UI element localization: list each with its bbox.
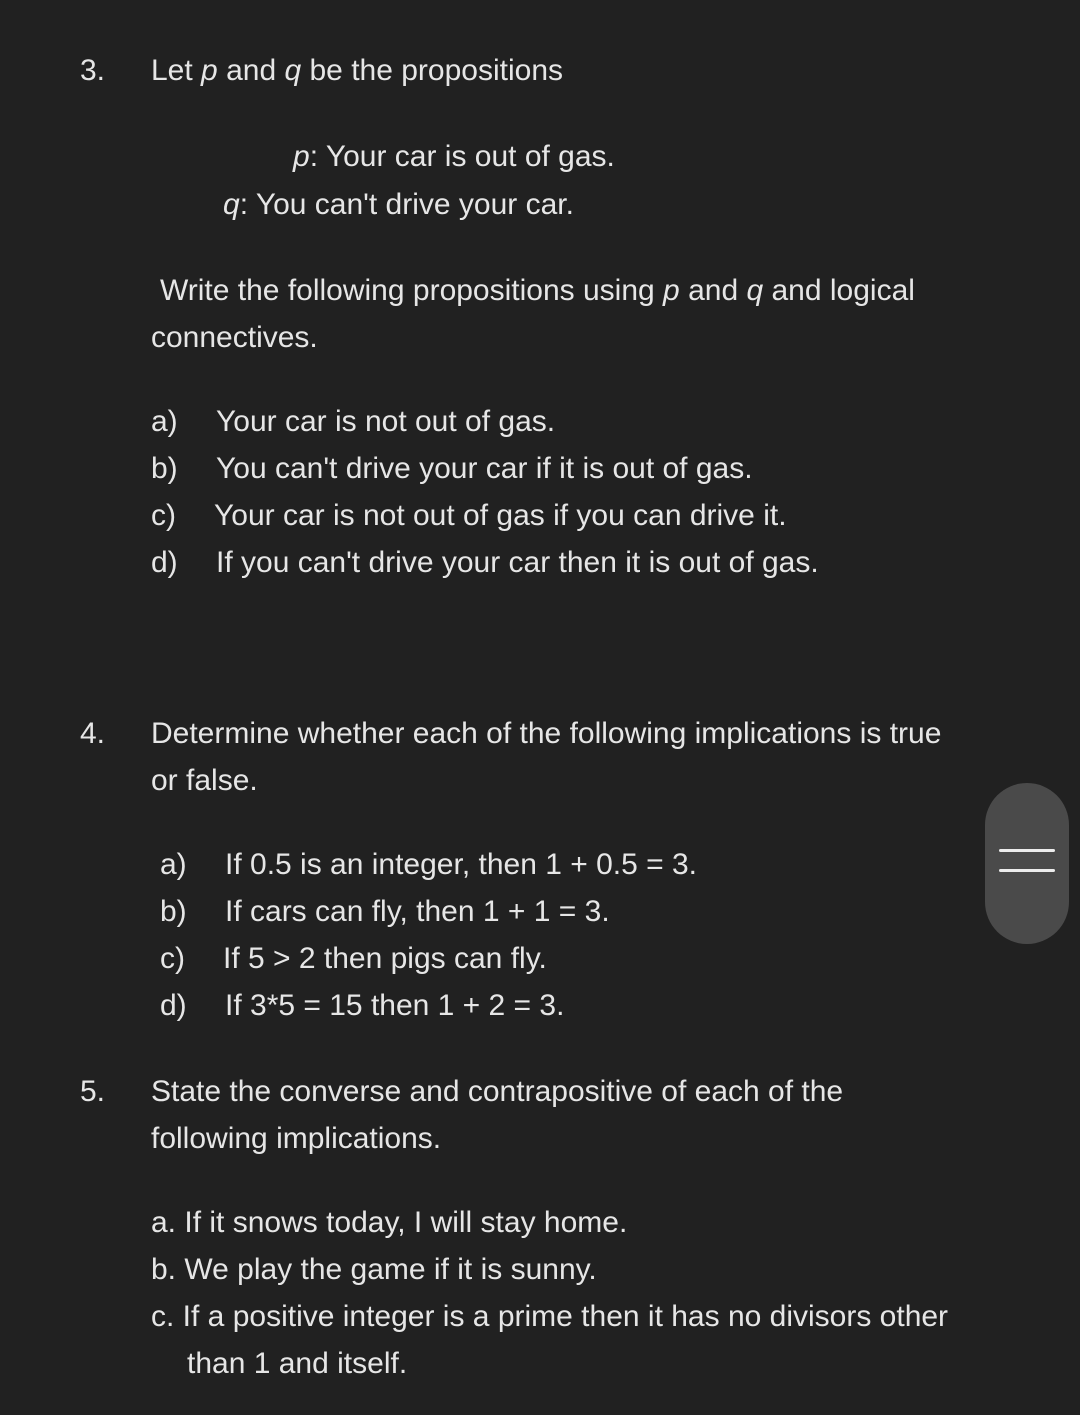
question-4-prompt-line1: Determine whether each of the following implications is true [151,717,942,750]
question-3-intro: Let p and q be the propositions [151,54,563,87]
q4-item-text: If 3*5 = 15 then 1 + 2 = 3. [225,989,565,1022]
definition-q: q: You can't drive your car. [223,188,574,221]
question-3-number: 3. [80,54,106,87]
question-3-instruction-line2: connectives. [151,321,318,354]
q4-item-label: d) [160,989,187,1022]
question-5-prompt-line1: State the converse and contrapositive of each of the [151,1075,844,1108]
question-3-instruction-line1: Write the following propositions using p and q and logical [160,274,915,307]
q3-item-label: c) [151,499,176,532]
question-4-prompt-line2: or false. [151,764,258,797]
q4-item-text: If cars can fly, then 1 + 1 = 3. [225,895,610,928]
grip-icon [999,849,1055,852]
var-p: p [201,54,218,87]
q4-item-label: c) [160,942,185,975]
q5-item-continuation: than 1 and itself. [187,1347,408,1380]
question-5-prompt-line2: following implications. [151,1122,442,1155]
q4-item-label: a) [160,848,187,881]
q3-item-text: If you can't drive your car then it is out of gas. [216,546,819,579]
q4-item-text: If 0.5 is an integer, then 1 + 0.5 = 3. [225,848,698,881]
q3-item-text: Your car is not out of gas if you can drive it. [214,499,787,532]
q3-item-text: Your car is not out of gas. [216,405,556,438]
definition-p: p: Your car is out of gas. [293,140,615,173]
question-4-number: 4. [80,717,106,750]
question-5-number: 5. [80,1075,106,1108]
q4-item-label: b) [160,895,187,928]
grip-icon [999,869,1055,872]
q3-item-text: You can't drive your car if it is out of gas. [216,452,753,485]
q5-item: a. If it snows today, I will stay home. [151,1206,628,1239]
q4-item-text: If 5 > 2 then pigs can fly. [223,942,547,975]
q5-item: b. We play the game if it is sunny. [151,1253,597,1286]
scroll-handle[interactable] [985,783,1069,944]
q3-item-label: d) [151,546,178,579]
q3-item-label: b) [151,452,178,485]
q5-item: c. If a positive integer is a prime then it has no divisors other [151,1300,949,1333]
q3-item-label: a) [151,405,178,438]
var-q: q [284,54,302,87]
